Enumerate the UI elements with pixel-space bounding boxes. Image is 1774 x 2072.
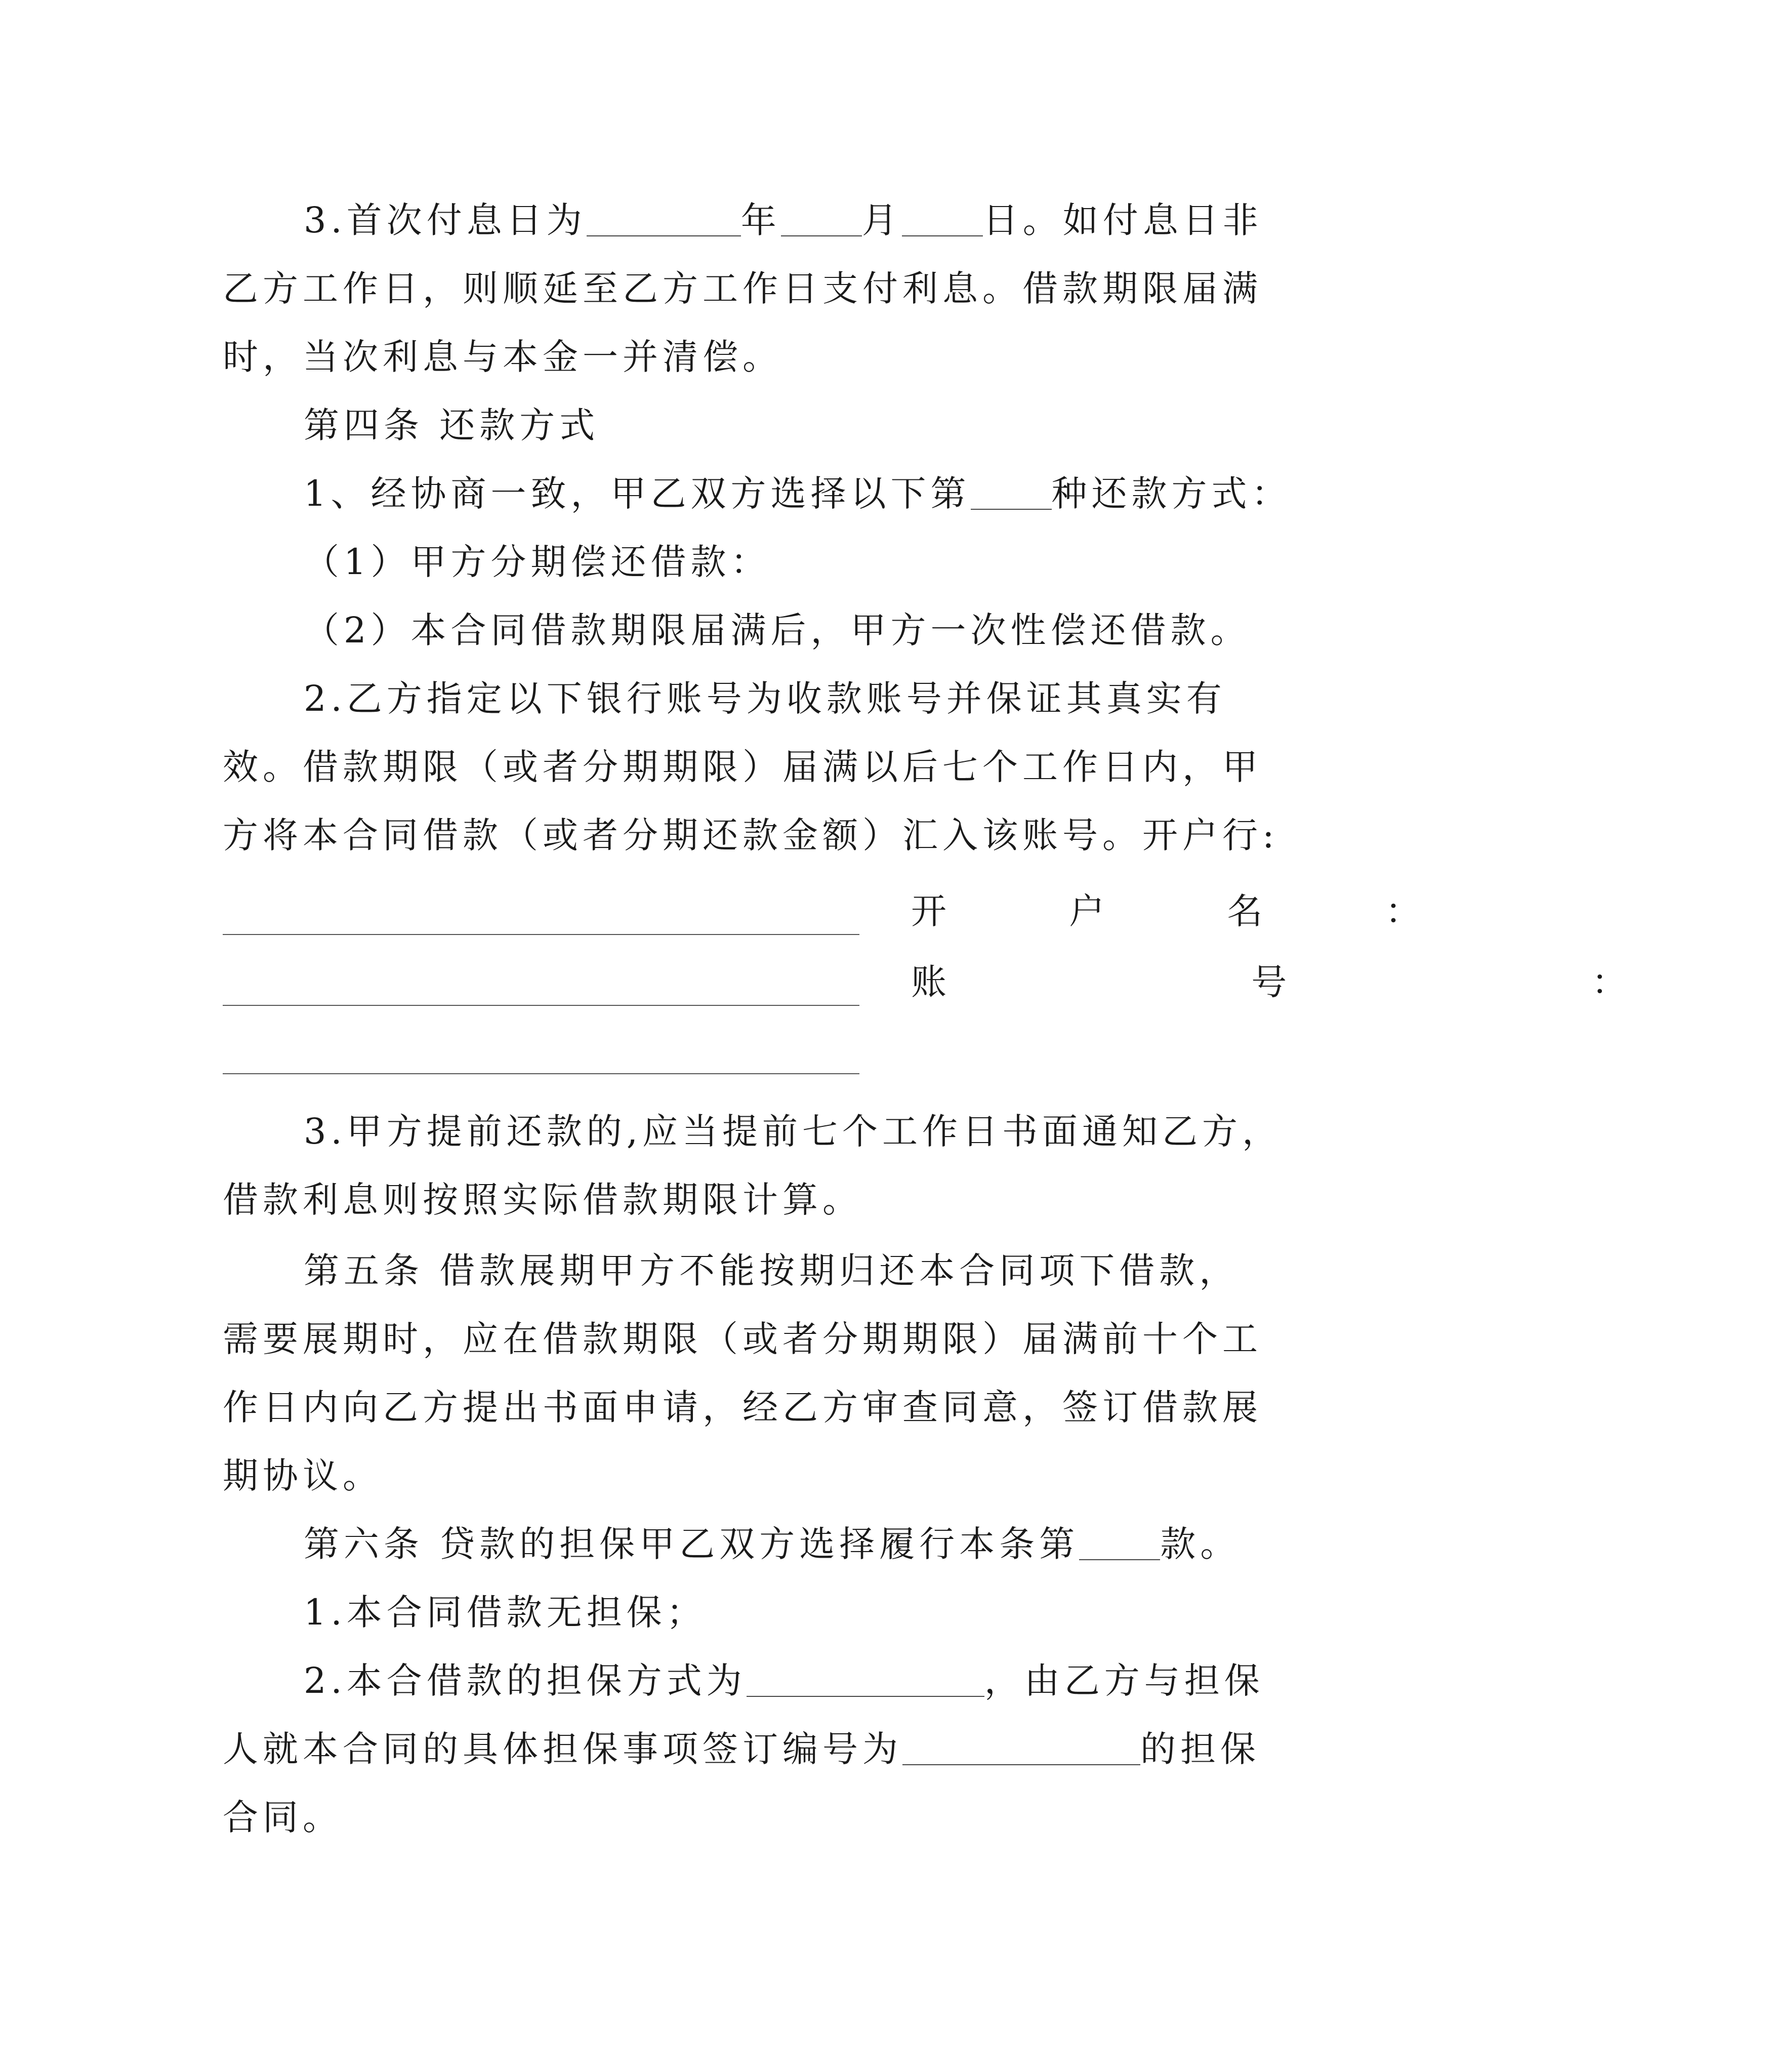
article-5-line-3: 作日内向乙方提出书面申请，经乙方审查同意，签订借款展: [223, 1387, 1262, 1428]
account-number-blank: [223, 1073, 859, 1074]
article-6-item-2-line-2: [223, 1721, 1260, 1777]
clause-3-prefix: 3.首次付息日为: [304, 199, 587, 241]
article-4-item-2-line-3: 方将本合同借款（或者分期还款金额）汇入该账号。开户行:: [223, 815, 1279, 856]
article-5-line-4: 期协议。: [223, 1455, 383, 1496]
article-5-line-1: 第五条 借款展期甲方不能按期归还本合同项下借款，: [304, 1250, 1240, 1291]
repayment-option-2: （2）本合同借款期限届满后，甲方一次性偿还借款。: [304, 610, 1251, 651]
year-blank: [587, 205, 741, 236]
article-4-item-1-suffix: 种还款方式：: [1051, 473, 1292, 514]
article-6-item-2-prefix: 2.本合借款的担保方式为: [304, 1660, 747, 1701]
clause-3-line-2: 乙方工作日，则顺延至乙方工作日支付利息。借款期限届满: [223, 268, 1262, 309]
account-name-label: 开 户 名 ：: [911, 890, 1476, 932]
article-6-item-2-suffix: ，由乙方与担保: [984, 1660, 1264, 1701]
article-6-item-2-line-3: 合同。: [223, 1797, 343, 1838]
article-5-line-2: 需要展期时，应在借款期限（或者分期期限）届满前十个工: [223, 1318, 1262, 1360]
repayment-option-blank: [971, 478, 1052, 510]
repayment-option-1: （1）甲方分期偿还借款：: [304, 541, 771, 583]
day-blank: [902, 205, 983, 236]
guarantee-option-blank: [1079, 1529, 1160, 1560]
account-name-blank: [223, 1005, 859, 1006]
bank-name-blank: [223, 934, 859, 935]
article-6-title: [304, 1516, 1240, 1572]
year-label: 年: [740, 199, 781, 241]
clause-3-line-3: 时，当次利息与本金一并清偿。: [223, 336, 782, 378]
article-4-title: 第四条 还款方式: [304, 404, 600, 446]
article-6-item-2-line-2-suffix: 的担保: [1140, 1728, 1260, 1770]
article-4-item-3-line-2: 借款利息则按照实际借款期限计算。: [223, 1179, 862, 1221]
article-4-item-1-prefix: 1、经协商一致，甲乙双方选择以下第: [304, 473, 971, 514]
guarantee-contract-number-blank: [902, 1734, 1140, 1765]
article-4-item-2-line-1: 2.乙方指定以下银行账号为收款账号并保证其真实有: [304, 678, 1226, 719]
article-6-item-2-line-2-prefix: 人就本合同的具体担保事项签订编号为: [223, 1728, 902, 1770]
month-blank: [781, 205, 862, 236]
guarantee-method-blank: [747, 1665, 984, 1697]
article-6-title-prefix: 第六条 贷款的担保甲乙双方选择履行本条第: [304, 1523, 1080, 1565]
article-4-item-3-line-1: 3.甲方提前还款的,应当提前七个工作日书面通知乙方，: [304, 1111, 1283, 1152]
article-6-item-1: 1.本合同借款无担保；: [304, 1592, 707, 1633]
account-number-label: 账 号 ：: [911, 961, 1774, 1003]
clause-3-line-1: [304, 192, 1263, 248]
article-4-item-2-line-2: 效。借款期限（或者分期期限）届满以后七个工作日内，甲: [223, 746, 1262, 788]
day-label: 日。如付息日非: [982, 199, 1263, 241]
month-label: 月: [861, 199, 902, 241]
article-6-item-2-line-1: [304, 1653, 1264, 1709]
article-6-title-suffix: 款。: [1160, 1523, 1241, 1565]
article-4-item-1: [304, 466, 1292, 521]
